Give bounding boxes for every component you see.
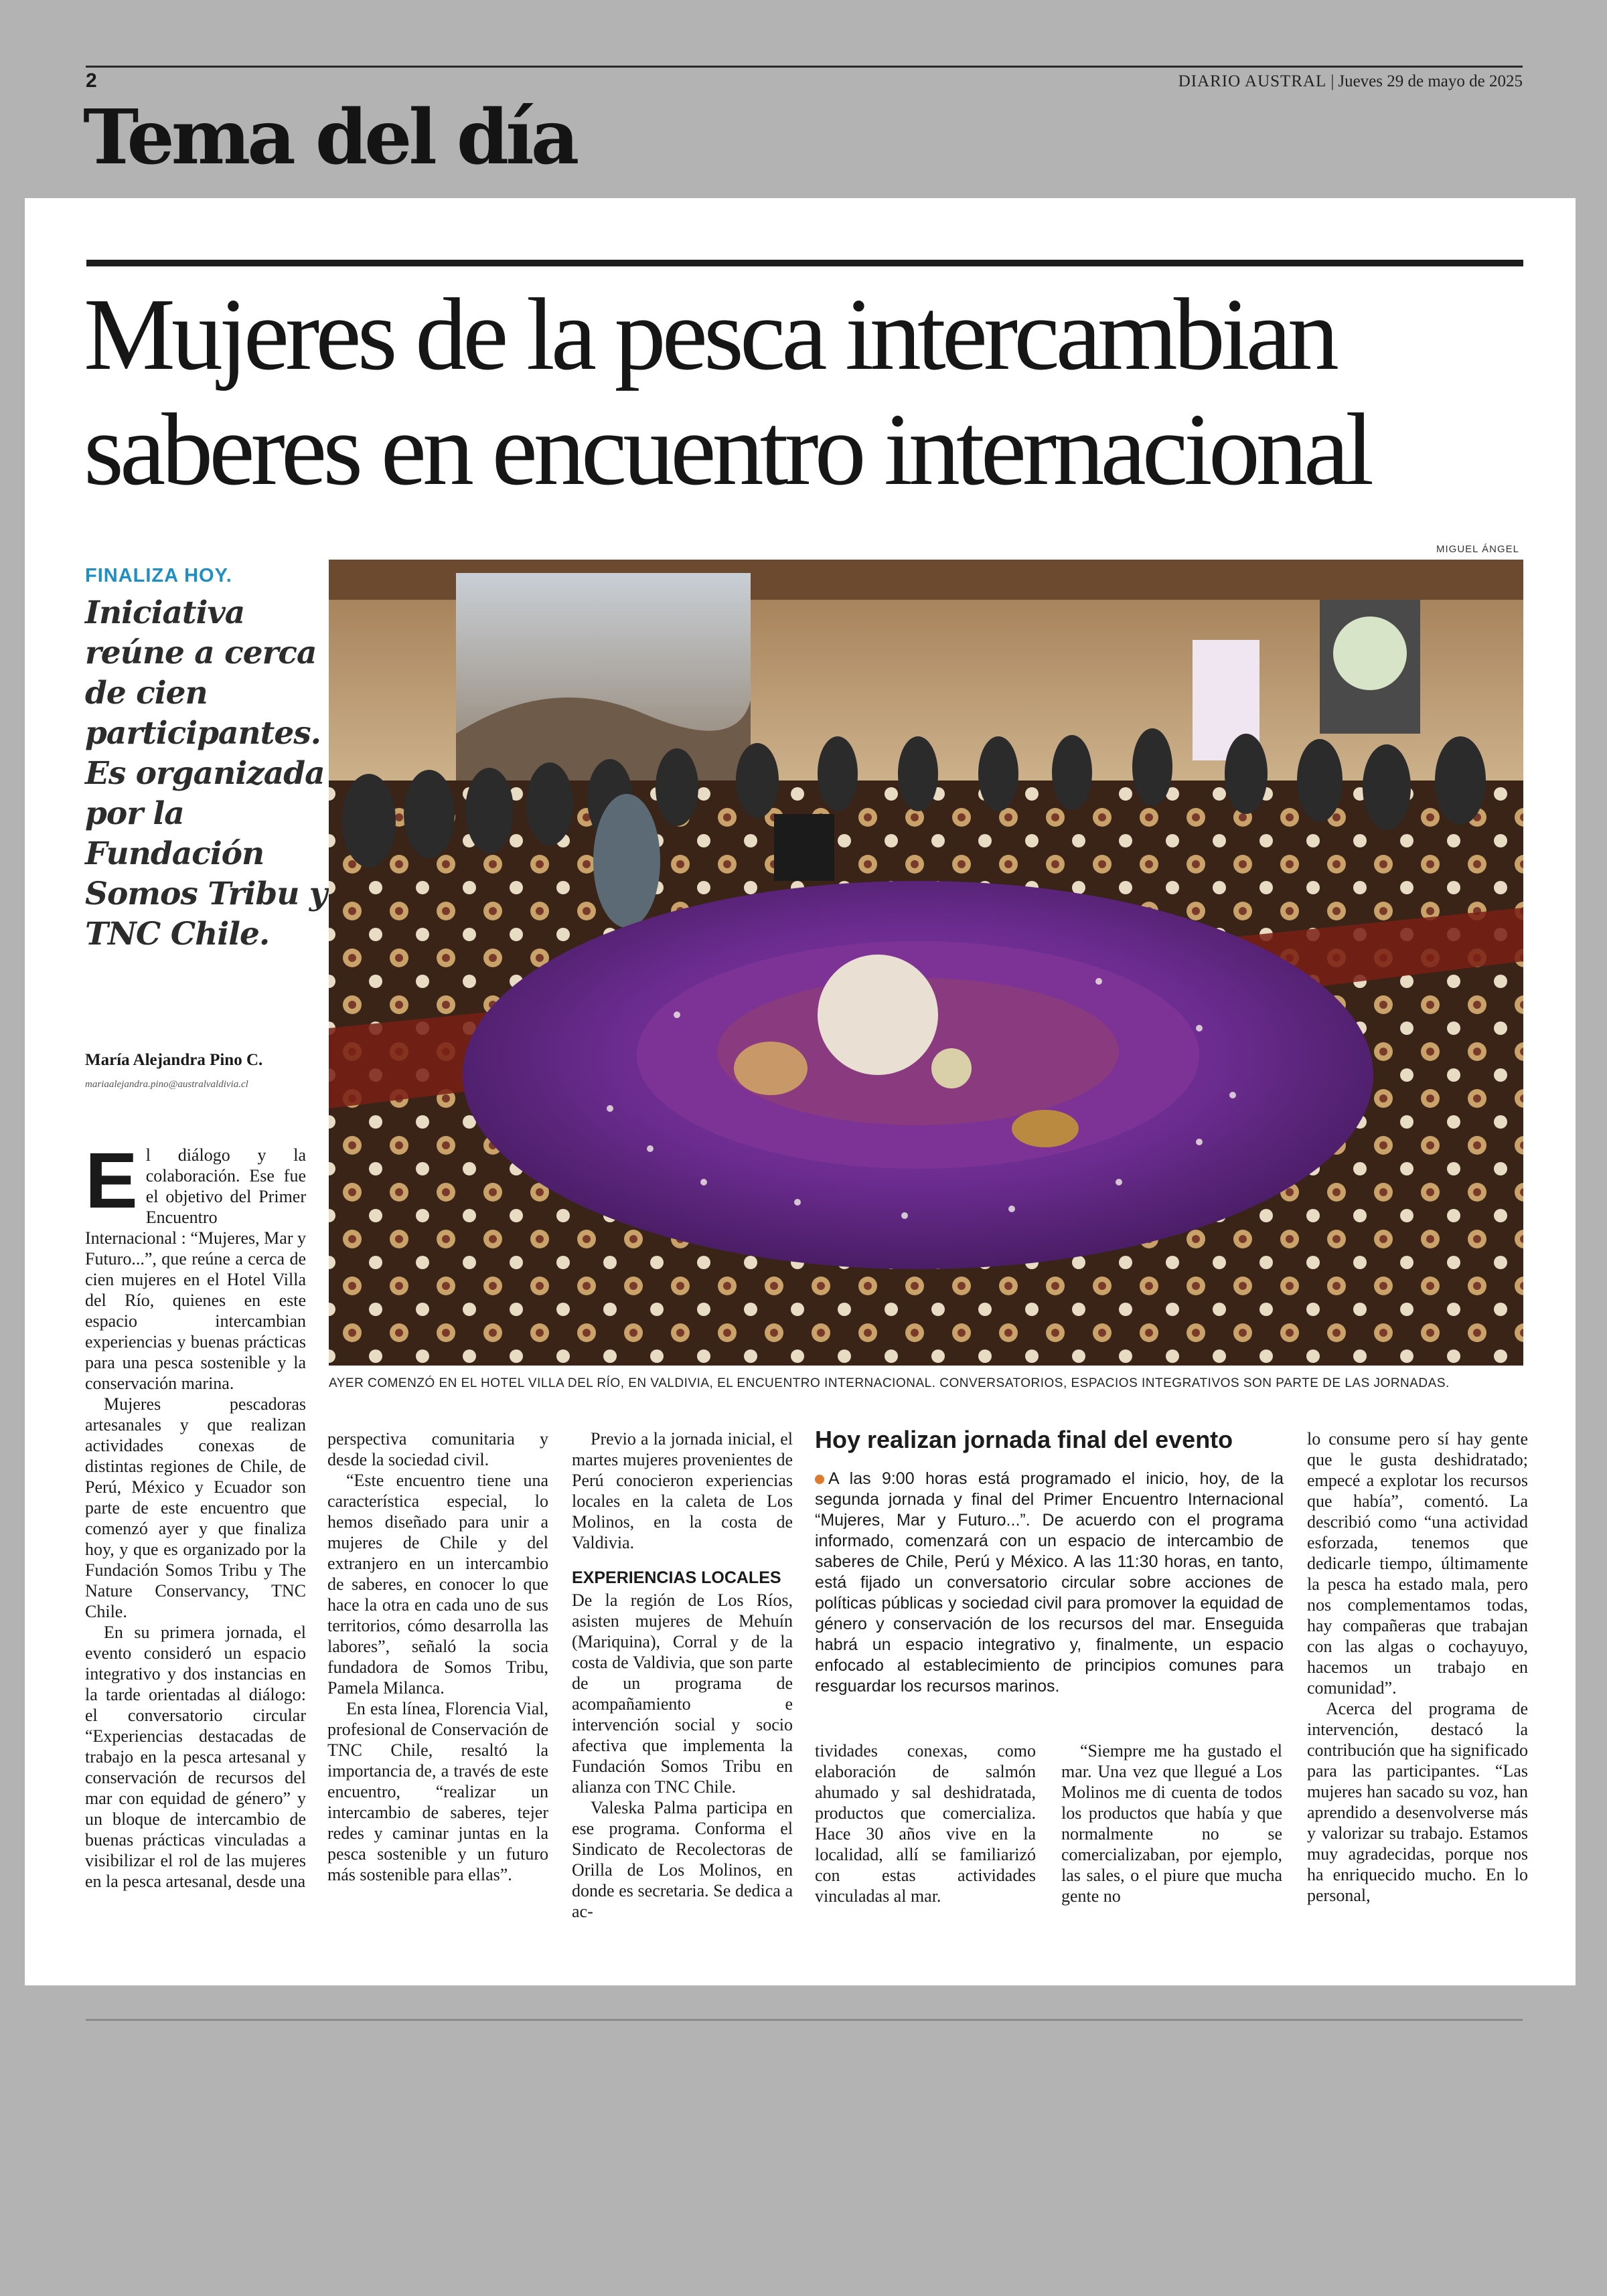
- paragraph: “Siempre me ha gustado el mar. Una vez que llegué a Los Molinos me di cuenta de todos los productos que había y que normalmente no se comercializaban, por ejemplo, las sales, o el piure que mucha gente no: [1061, 1741, 1282, 1906]
- bottom-rule: [86, 2019, 1523, 2021]
- paragraph: Mujeres pescadoras artesanales y que realizan actividades conexas de distintas regiones de Chile, de Perú, México y Ecuador son parte de este encuentro que comenzó ayer y que finaliza hoy, y que es organizado por la Fundación Somos Tribu y The Nature Conservancy, TNC Chile.: [85, 1394, 306, 1621]
- article-column-6: [1307, 1428, 1528, 1906]
- paragraph: perspectiva comunitaria y desde la sociedad civil.: [327, 1429, 548, 1469]
- paragraph: En esta línea, Florencia Vial, profesional de Conservación de TNC Chile, resaltó la importancia de, a través de este encuentro, “realizar un intercambio de saberes, tejer redes y caminar juntas en la pesca sostenible y un futuro más sostenible para ellas”.: [327, 1699, 548, 1884]
- page-number: 2: [86, 70, 97, 92]
- article-column-5: [1061, 1740, 1282, 1906]
- issue-date: Jueves 29 de mayo de 2025: [1338, 72, 1523, 90]
- article-sheet: [25, 198, 1576, 1985]
- paragraph: [85, 1137, 306, 1394]
- paragraph: Previo a la jornada inicial, el martes mujeres provenientes de Perú conocieron experiencias locales en la caleta de Los Molinos, en la costa de Valdivia.: [572, 1429, 793, 1552]
- photo-credit: MIGUEL ÁNGEL: [1436, 544, 1519, 555]
- sidebar-box-body: A las 9:00 horas está programado el inicio, hoy, de la segunda jornada y final del Primer Encuentro Internacional “Mujeres, Mar y Futuro...”. De acuerdo con el programa informado, comenzará con un espacio de intercambio de saberes de Chile, Perú y México. A las 11:30 horas, en tanto, está fijado un conversatorio circular sobre acciones de políticas públicas y sociedad civil para promover la equidad de género y conservación de los recursos del mar. Enseguida habrá un espacio integrativo y, finalmente, un espacio enfocado al establecimiento de principios comunes para resguardar los recursos marinos.: [815, 1469, 1284, 1696]
- article-column-3: [572, 1428, 793, 1922]
- kicker: FINALIZA HOY.: [85, 565, 232, 586]
- article-photo: [329, 560, 1523, 1366]
- sidebar-box-text: [815, 1469, 1284, 1697]
- photo-caption: AYER COMENZÓ EN EL HOTEL VILLA DEL RÍO, EN VALDIVIA, EL ENCUENTRO INTERNACIONAL. CONVERSATORIOS, ESPACIOS INTEGRATIVOS SON PARTE DE LAS JORNADAS.: [329, 1376, 1450, 1390]
- paragraph: lo consume pero sí hay gente que le gusta deshidratado; empecé a explotar los recursos que había”, comentó. La describió como “una actividad esforzada, tenemos que dedicarle tiempo, últimamente la pesca ha estado mala, pero nos complementamos todas, hay compañeras que trabajan con las algas o cochayuyo, hacemos un trabajo en comunidad”.: [1307, 1429, 1528, 1698]
- sidebar-box-title: Hoy realizan jornada final del evento: [815, 1426, 1233, 1453]
- bullet-icon: [815, 1475, 824, 1484]
- event-photo-illustration: [329, 560, 1523, 1366]
- newspaper-name: DIARIO AUSTRAL: [1178, 72, 1327, 90]
- paragraph: tividades conexas, como elaboración de salmón ahumado y sal deshidratada, productos que comercializa. Hace 30 años vive en la localidad, allí se familiarizó con estas actividades vinculadas al mar.: [815, 1741, 1036, 1906]
- article-column-4: [815, 1740, 1036, 1906]
- paragraph-text: l diálogo y la colaboración. Ese fue el objetivo del Primer Encuentro Internacional : “Mujeres, Mar y Futuro...”, que reúne a cerca de cien mujeres en el Hotel Villa del Río, quienes en este espacio intercambian experiencias y buenas prácticas para una pesca sostenible y la conservación marina.: [85, 1145, 306, 1393]
- drop-cap: E: [85, 1137, 138, 1225]
- lead-text: Iniciativa reúne a cerca de cien participantes. Es organizada por la Fundación Somos Tribu y TNC Chile.: [85, 594, 327, 953]
- headline-rule: [86, 260, 1523, 266]
- article-column-1: [85, 1137, 306, 1892]
- article-column-2: [327, 1428, 548, 1885]
- paragraph: “Este encuentro tiene una característica especial, lo hemos diseñado para unir a mujeres de Chile y del extranjero en un intercambio de saberes, en conocer lo que hace la otra en cada uno de sus territorios, cómo desarrolla las labores”, señaló la socia fundadora de Somos Tribu, Pamela Milanca.: [327, 1471, 548, 1698]
- section-title: Tema del día: [83, 94, 577, 181]
- paragraph: En su primera jornada, el evento consideró un espacio integrativo y dos instancias en la tarde orientadas al diálogo: el conversatorio circular “Experiencias destacadas de trabajo en la pesca artesanal y conservación de recursos del mar con equidad de género” y un bloque de intercambio de buenas prácticas vinculadas a visibilizar el rol de las mujeres en la pesca artesanal, desde una: [85, 1623, 306, 1891]
- paragraph: De la región de Los Ríos, asisten mujeres de Mehuín (Mariquina), Corral y de la costa de Valdivia, que son parte de un programa de acompañamiento e intervención social y socio afectiva que implementa la Fundación Somos Tribu en alianza con TNC Chile.: [572, 1590, 793, 1797]
- top-rule: [86, 66, 1523, 68]
- subheading: EXPERIENCIAS LOCALES: [572, 1568, 781, 1587]
- author-email: mariaalejandra.pino@australvaldivia.cl: [85, 1079, 248, 1090]
- masthead-separator: |: [1330, 72, 1334, 90]
- author-name: María Alejandra Pino C.: [85, 1051, 263, 1069]
- paragraph: Valeska Palma participa en ese programa. Conforma el Sindicato de Recolectoras de Orilla de Los Molinos, en donde es secretaria. Se dedica a ac-: [572, 1798, 793, 1921]
- masthead: [1178, 72, 1523, 91]
- paragraph: Acerca del programa de intervención, destacó la contribución que ha significado para las participantes. “Las mujeres han sacado su voz, han aprendido a desenvolverse más y valorizar su trabajo. Estamos muy agradecidas, porque nos ha enriquecido mucho. En lo personal,: [1307, 1699, 1528, 1905]
- headline: Mujeres de la pesca intercambian saberes en encuentro internacional: [84, 278, 1371, 507]
